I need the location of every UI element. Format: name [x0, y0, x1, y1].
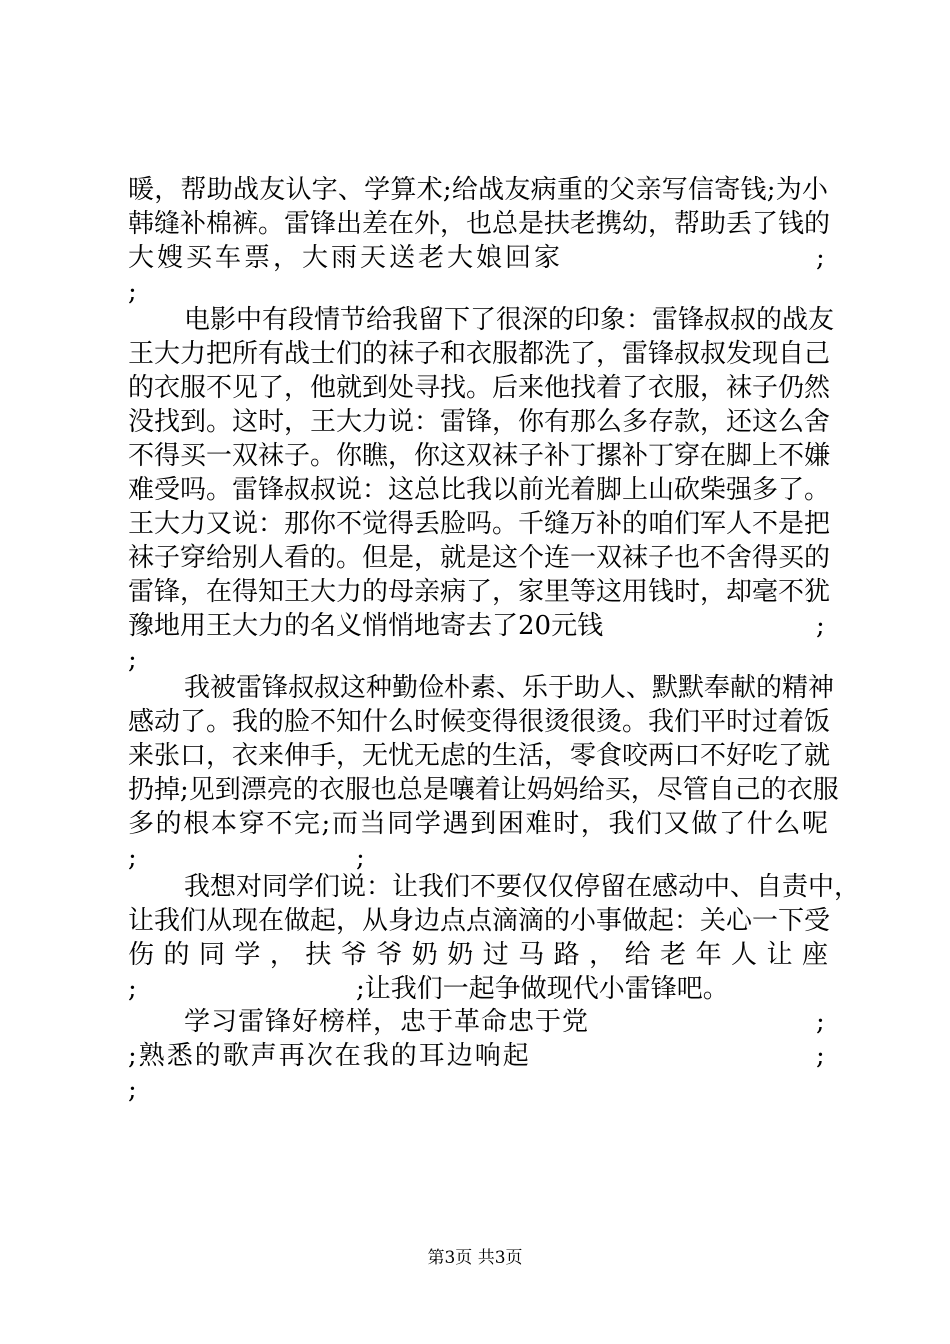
text-line: 不得买一双袜子。你瞧，你这双袜子补丁摞补丁穿在脚上不嫌 [128, 441, 831, 471]
text-line: 感动了。我的脸不知什么时候变得很烫很烫。我们平时过着饭 [128, 707, 831, 737]
paragraph-first-line: 我被雷锋叔叔这种勤俭朴素、乐于助人、默默奉献的精神 [184, 673, 835, 703]
text-line: 多的根本穿不完;而当同学遇到困难时，我们又做了什么呢 [128, 809, 828, 839]
semicolon: ; [128, 1075, 137, 1105]
text-line: 雷锋，在得知王大力的母亲病了，家里等这用钱时，却毫不犹 [128, 577, 831, 607]
semicolon: ; [128, 974, 137, 1004]
semicolon: ; [128, 645, 137, 675]
text-line: 的衣服不见了，他就到处寻找。后来他找着了衣服，袜子仍然 [128, 373, 831, 403]
semicolon: ; [816, 243, 825, 273]
text-line: 韩缝补棉裤。雷锋出差在外，也总是扶老携幼，帮助丢了钱的 [128, 209, 831, 239]
text-line: 王大力又说：那你不觉得丢脸吗。千缝万补的咱们军人不是把 [128, 509, 831, 539]
text-line: 没找到。这时，王大力说：雷锋，你有那么多存款，还这么舍 [128, 407, 831, 437]
text-line: 袜子穿给别人看的。但是，就是这个连一双袜子也不舍得买的 [128, 543, 831, 573]
semicolon: ; [356, 843, 365, 873]
semicolon: ; [816, 611, 825, 641]
semicolon: ; [816, 1007, 825, 1037]
semicolon: ; [816, 1041, 825, 1071]
text-line: 王大力把所有战士们的袜子和衣服都洗了，雷锋叔叔发现自己 [128, 339, 831, 369]
text-line: 难受吗。雷锋叔叔说：这总比我以前光着脚上山砍柴强多了。 [128, 475, 831, 505]
paragraph-first-line: 学习雷锋好榜样，忠于革命忠于党 [184, 1007, 590, 1037]
semicolon: ; [128, 843, 137, 873]
text-line: 豫地用王大力的名义悄悄地寄去了20元钱 [128, 611, 604, 641]
text-line: 大嫂买车票，大雨天送老大娘回家 [128, 243, 564, 273]
paragraph-first-line: 电影中有段情节给我留下了很深的印象：雷锋叔叔的战友 [184, 305, 835, 335]
text-line: 让我们从现在做起，从身边点点滴滴的小事做起：关心一下受 [128, 906, 831, 936]
text-line: ;让我们一起争做现代小雷锋吧。 [356, 974, 729, 1004]
text-line: 扔掉;见到漂亮的衣服也总是嚷着让妈妈给买，尽管自己的衣服 [128, 775, 839, 805]
paragraph-first-line: 我想对同学们说：让我们不要仅仅停留在感动中、自责中， [184, 872, 861, 902]
page-footer: 第3页 共3页 [427, 1248, 523, 1268]
text-line: 暖，帮助战友认字、学算术;给战友病重的父亲写信寄钱;为小 [128, 175, 828, 205]
text-line: ;熟悉的歌声再次在我的耳边响起 [128, 1041, 531, 1071]
text-line: 伤的同学，扶爷爷奶奶过马路，给老年人让座 [128, 940, 828, 970]
text-line: 来张口，衣来伸手，无忧无虑的生活，零食咬两口不好吃了就 [128, 741, 831, 771]
semicolon: ; [128, 277, 137, 307]
